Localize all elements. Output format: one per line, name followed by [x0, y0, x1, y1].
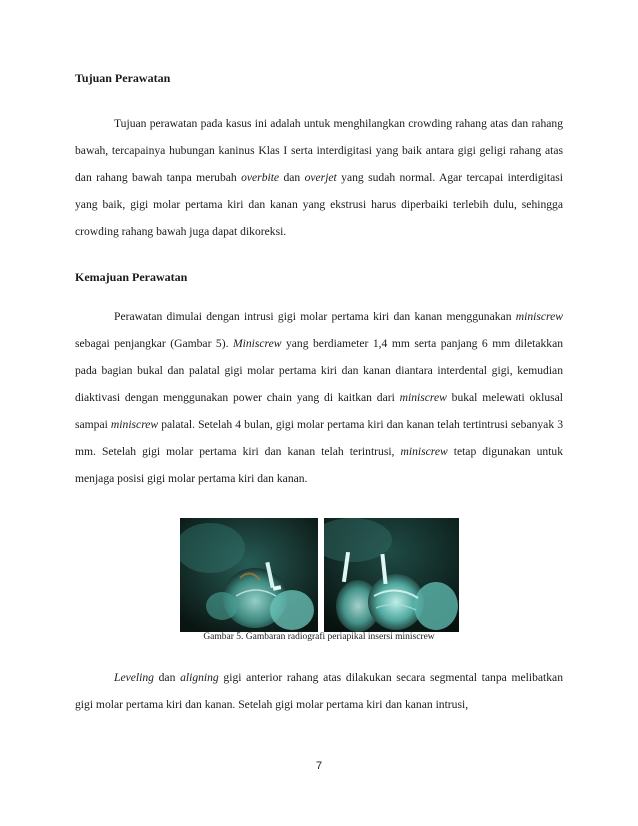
text-run: tetap digunakan untuk menjaga posisi gigi molar pertama kiri dan kanan.	[75, 445, 563, 485]
italic-term: miniscrew	[400, 445, 448, 458]
text-run: Perawatan dimulai dengan intrusi gigi molar pertama kiri dan kanan menggunakan	[114, 310, 516, 323]
figure-caption: Gambar 5. Gambaran radiografi periapikal insersi miniscrew	[203, 632, 435, 642]
italic-term: miniscrew	[110, 418, 159, 431]
italic-term: miniscrew	[399, 391, 447, 404]
radiograph-left	[180, 518, 318, 632]
page-number: 7	[315, 760, 323, 772]
text-run: Tujuan perawatan pada kasus ini adalah untuk menghilangkan crowding rahang atas dan rahang bawah, tercapainya hubungan kaninus Klas I serta interdigitasi yang baik antara gigi geligi rahang atas dan rahang bawah tanpa merubah	[75, 117, 563, 184]
paragraph-kemajuan	[75, 303, 563, 492]
text-run: sebagai penjangkar (Gambar 5).	[75, 337, 233, 350]
text-run: bukal melewati oklusal sampai	[75, 391, 563, 431]
italic-term: miniscrew	[515, 310, 563, 323]
radiograph-right	[324, 518, 459, 632]
text-run: yang berdiameter 1,4 mm serta panjang 6 mm diletakkan pada bagian bukal dan palatal gigi molar pertama kiri dan kanan diantara interdental gigi, kemudian diaktivasi dengan menggunakan power chain yang di kaitkan dari	[75, 337, 564, 404]
paragraph-leveling	[75, 664, 563, 718]
text-run: yang sudah normal. Agar tercapai interdigitasi yang baik, gigi molar pertama kiri dan kanan yang ekstrusi harus diperbaiki terlebih dulu, sehingga crowding rahang bawah juga dapat dikoreksi.	[75, 171, 563, 238]
italic-term: aligning	[180, 671, 219, 684]
italic-term: Leveling	[114, 671, 154, 684]
text-run: gigi anterior rahang atas dilakukan secara segmental tanpa melibatkan gigi molar pertama kiri dan kanan. Setelah gigi molar pertama kiri dan kanan intrusi,	[75, 671, 563, 711]
section-heading-tujuan: Tujuan Perawatan	[75, 71, 171, 85]
italic-term: overbite	[241, 171, 280, 184]
italic-term: overjet	[304, 171, 337, 184]
text-run: palatal. Setelah 4 bulan, gigi molar pertama kiri dan kanan telah tertintrusi sebanyak 3 mm. Setelah gigi molar pertama kiri dan kanan telah terintrusi,	[75, 418, 563, 458]
section-heading-kemajuan: Kemajuan Perawatan	[75, 270, 188, 284]
radiograph-left-image	[180, 518, 318, 632]
radiograph-right-image	[324, 518, 459, 632]
text-run: dan	[153, 671, 181, 684]
text-run: dan	[279, 171, 305, 184]
italic-term: Miniscrew	[232, 337, 282, 350]
paragraph-tujuan	[75, 110, 563, 245]
